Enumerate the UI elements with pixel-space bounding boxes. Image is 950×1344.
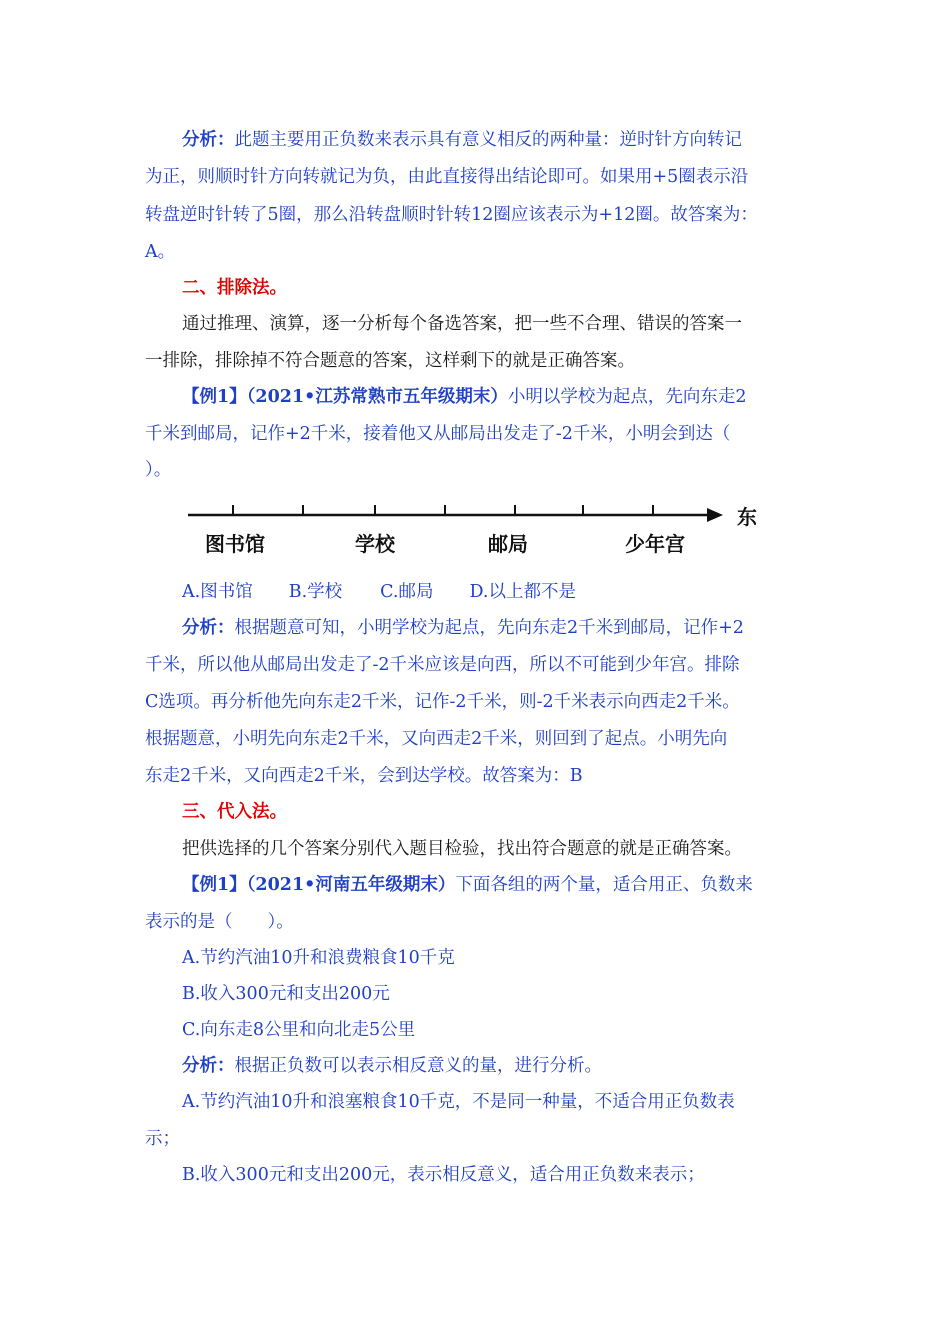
analysis-3-option-a-line-1: A.节约汽油10升和浪塞粮食10千克，不是同一种量，不适合用正负数表 — [182, 1092, 735, 1112]
analysis-line-4: A。 — [145, 242, 176, 262]
analysis-2-line-4: 根据题意，小明先向东走2千米，又向西走2千米，则回到了起点。小明先向 — [145, 729, 728, 749]
option-c: C.邮局 — [380, 582, 434, 602]
label-post-office: 邮局 — [488, 532, 528, 556]
analysis-2-label: 分析： — [182, 618, 235, 638]
number-line-svg — [185, 498, 785, 568]
number-line-figure — [185, 498, 785, 568]
example-1-tag: 【例1】（2021•江苏常熟市五年级期末） — [182, 387, 508, 407]
analysis-2-line-1: 分析：根据题意可知，小明学校为起点，先向东走2千米到邮局，记作+2 — [182, 618, 744, 638]
section-2-heading: 二、排除法。 — [182, 278, 287, 298]
label-library: 图书馆 — [205, 532, 265, 556]
example-2-option-a: A.节约汽油10升和浪费粮食10千克 — [182, 948, 455, 968]
analysis-label: 分析： — [182, 130, 235, 150]
section-3-heading: 三、代入法。 — [182, 802, 287, 822]
analysis-3-option-b: B.收入300元和支出200元，表示相反意义，适合用正负数来表示； — [182, 1165, 705, 1185]
analysis-3-label: 分析： — [182, 1056, 235, 1076]
label-youth-palace: 少年宫 — [625, 532, 685, 556]
example-1-line-1: 【例1】（2021•江苏常熟市五年级期末）小明以学校为起点，先向东走2 — [182, 387, 747, 407]
option-a: A.图书馆 — [182, 582, 253, 602]
analysis-2-line-3: C选项。再分析他先向东走2千米，记作-2千米，则-2千米表示向西走2千米。 — [145, 692, 740, 712]
analysis-line-2: 为正，则顺时针方向转就记为负，由此直接得出结论即可。如果用+5圈表示沿 — [145, 167, 749, 187]
analysis-3-option-a-line-2: 示； — [145, 1129, 180, 1149]
example-2-option-b: B.收入300元和支出200元 — [182, 984, 390, 1004]
number-line-arrow — [707, 508, 723, 522]
example-2-option-c: C.向东走8公里和向北走5公里 — [182, 1020, 416, 1040]
example-2-tag: 【例1】（2021•河南五年级期末） — [182, 875, 456, 895]
analysis-2-line-2: 千米，所以他从邮局出发走了-2千米应该是向西，所以不可能到少年宫。排除 — [145, 655, 740, 675]
section-3-desc: 把供选择的几个答案分别代入题目检验，找出符合题意的就是正确答案。 — [182, 839, 742, 859]
options-row — [182, 580, 842, 604]
label-east: 东 — [737, 505, 757, 529]
label-school: 学校 — [355, 532, 395, 556]
example-1-line-3: ）。 — [145, 460, 172, 480]
analysis-3-line-1: 分析：根据正负数可以表示相反意义的量，进行分析。 — [182, 1056, 602, 1076]
option-d: D.以上都不是 — [469, 582, 576, 602]
example-1-line-2: 千米到邮局，记作+2千米，接着他又从邮局出发走了-2千米，小明会到达（ — [145, 424, 731, 444]
example-2-line-1: 【例1】（2021•河南五年级期末）下面各组的两个量，适合用正、负数来 — [182, 875, 753, 895]
analysis-2-line-5: 东走2千米，又向西走2千米，会到达学校。故答案为：B — [145, 766, 583, 786]
example-2-line-2: 表示的是（ ）。 — [145, 912, 294, 932]
analysis-line-1: 分析：此题主要用正负数来表示具有意义相反的两种量：逆时针方向转记 — [182, 130, 742, 150]
section-2-desc-1: 通过推理、演算，逐一分析每个备选答案，把一些不合理、错误的答案一 — [182, 314, 742, 334]
section-2-desc-2: 一排除，排除掉不符合题意的答案，这样剩下的就是正确答案。 — [145, 351, 635, 371]
analysis-line-3: 转盘逆时针转了5圈，那么沿转盘顺时针转12圈应该表示为+12圈。故答案为： — [145, 205, 758, 225]
option-b: B.学校 — [288, 582, 343, 602]
